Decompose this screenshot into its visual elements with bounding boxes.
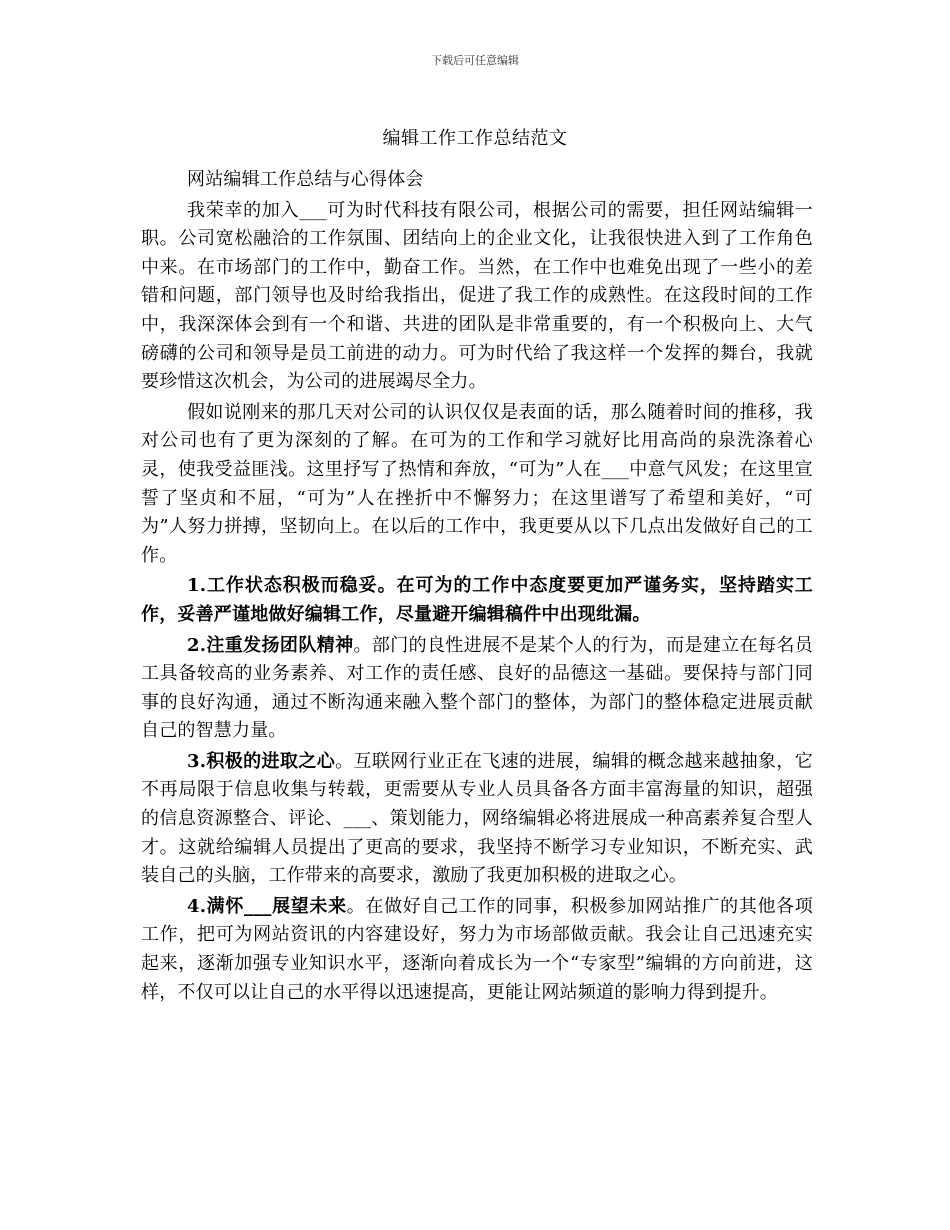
paragraph-3 xyxy=(141,572,813,629)
document-subtitle: 网站编辑工作总结与心得体会 xyxy=(187,169,424,190)
paragraph-5-heading: 3.积极的进取之心 xyxy=(187,750,336,772)
paragraph-5-text: 。互联网行业正在飞速的进展，编辑的概念越来越抽象，它不再局限于信息收集与转载，更需要从专业人员具备各方面丰富海量的知识，超强的信息资源整合、评论、___、策划能力，网络编辑必将进展成一种高素养复合型人才。这就给编辑人员提出了更高的要求，我坚持不断学习专业知识，不断充实、武装自己的头脑，工作带来的高要求，激励了我更加积极的进取之心。 xyxy=(141,750,814,887)
page-header: 下载后可任意编辑 xyxy=(431,54,519,67)
paragraph-1 xyxy=(141,197,813,397)
document-title: 编辑工作工作总结范文 xyxy=(382,128,568,149)
paragraph-4-heading: 2.注重发扬团队精神 xyxy=(187,634,354,656)
paragraph-6-heading: 4.满怀___展望未来 xyxy=(187,895,347,917)
paragraph-4-text: 。部门的良性进展不是某个人的行为，而是建立在每名员工具备较高的业务素养、对工作的责任感、良好的品德这一基础。要保持与部门同事的良好沟通，通过不断沟通来融入整个部门的整体，为部门的整体稳定进展贡献自己的智慧力量。 xyxy=(141,634,813,742)
paragraph-1-text: 我荣幸的加入___可为时代科技有限公司，根据公司的需要，担任网站编辑一职。公司宽松融洽的工作氛围、团结向上的企业文化，让我很快进入到了工作角色中来。在市场部门的工作中，勤奋工作。当然，在工作中也难免出现了一些小的差错和问题，部门领导也及时给我指出，促进了我工作的成熟性。在这段时间的工作中，我深深体会到有一个和谐、共进的团队是非常重要的，有一个积极向上、大气磅礴的公司和领导是员工前进的动力。可为时代给了我这样一个发挥的舞台，我就要珍惜这次机会，为公司的进展竭尽全力。 xyxy=(141,199,813,393)
paragraph-6-text: 。在做好自己工作的同事，积极参加网站推广的其他各项工作，把可为网站资讯的内容建设好，努力为市场部做贡献。我会让自己迅速充实起来，逐渐加强专业知识水平，逐渐向着成长为一个“专家型”编辑的方向前进，这样，不仅可以让自己的水平得以迅速提高，更能让网站频道的影响力得到提升。 xyxy=(141,895,813,1003)
document-body xyxy=(141,166,813,1007)
paragraph-5 xyxy=(141,748,813,891)
paragraph-2 xyxy=(141,399,813,571)
paragraph-2-text: 假如说刚来的那几天对公司的认识仅仅是表面的话，那么随着时间的推移，我对公司也有了更为深刻的了解。在可为的工作和学习就好比用高尚的泉洗涤着心灵，使我受益匪浅。这里抒写了热情和奔放，“可为”人在___中意气风发；在这里宣誓了坚贞和不屈，“可为”人在挫折中不懈努力；在这里谱写了希望和美好，“可为”人努力拼搏，坚韧向上。在以后的工作中，我更要从以下几点出发做好自己的工作。 xyxy=(141,401,813,566)
paragraph-4 xyxy=(141,632,813,746)
paragraph-6 xyxy=(141,893,813,1007)
paragraph-3-heading: 1.工作状态积极而稳妥。在可为的工作中态度要更加严谨务实，坚持踏实工作，妥善严谨地做好编辑工作，尽量避开编辑稿件中出现纰漏。 xyxy=(141,575,813,625)
